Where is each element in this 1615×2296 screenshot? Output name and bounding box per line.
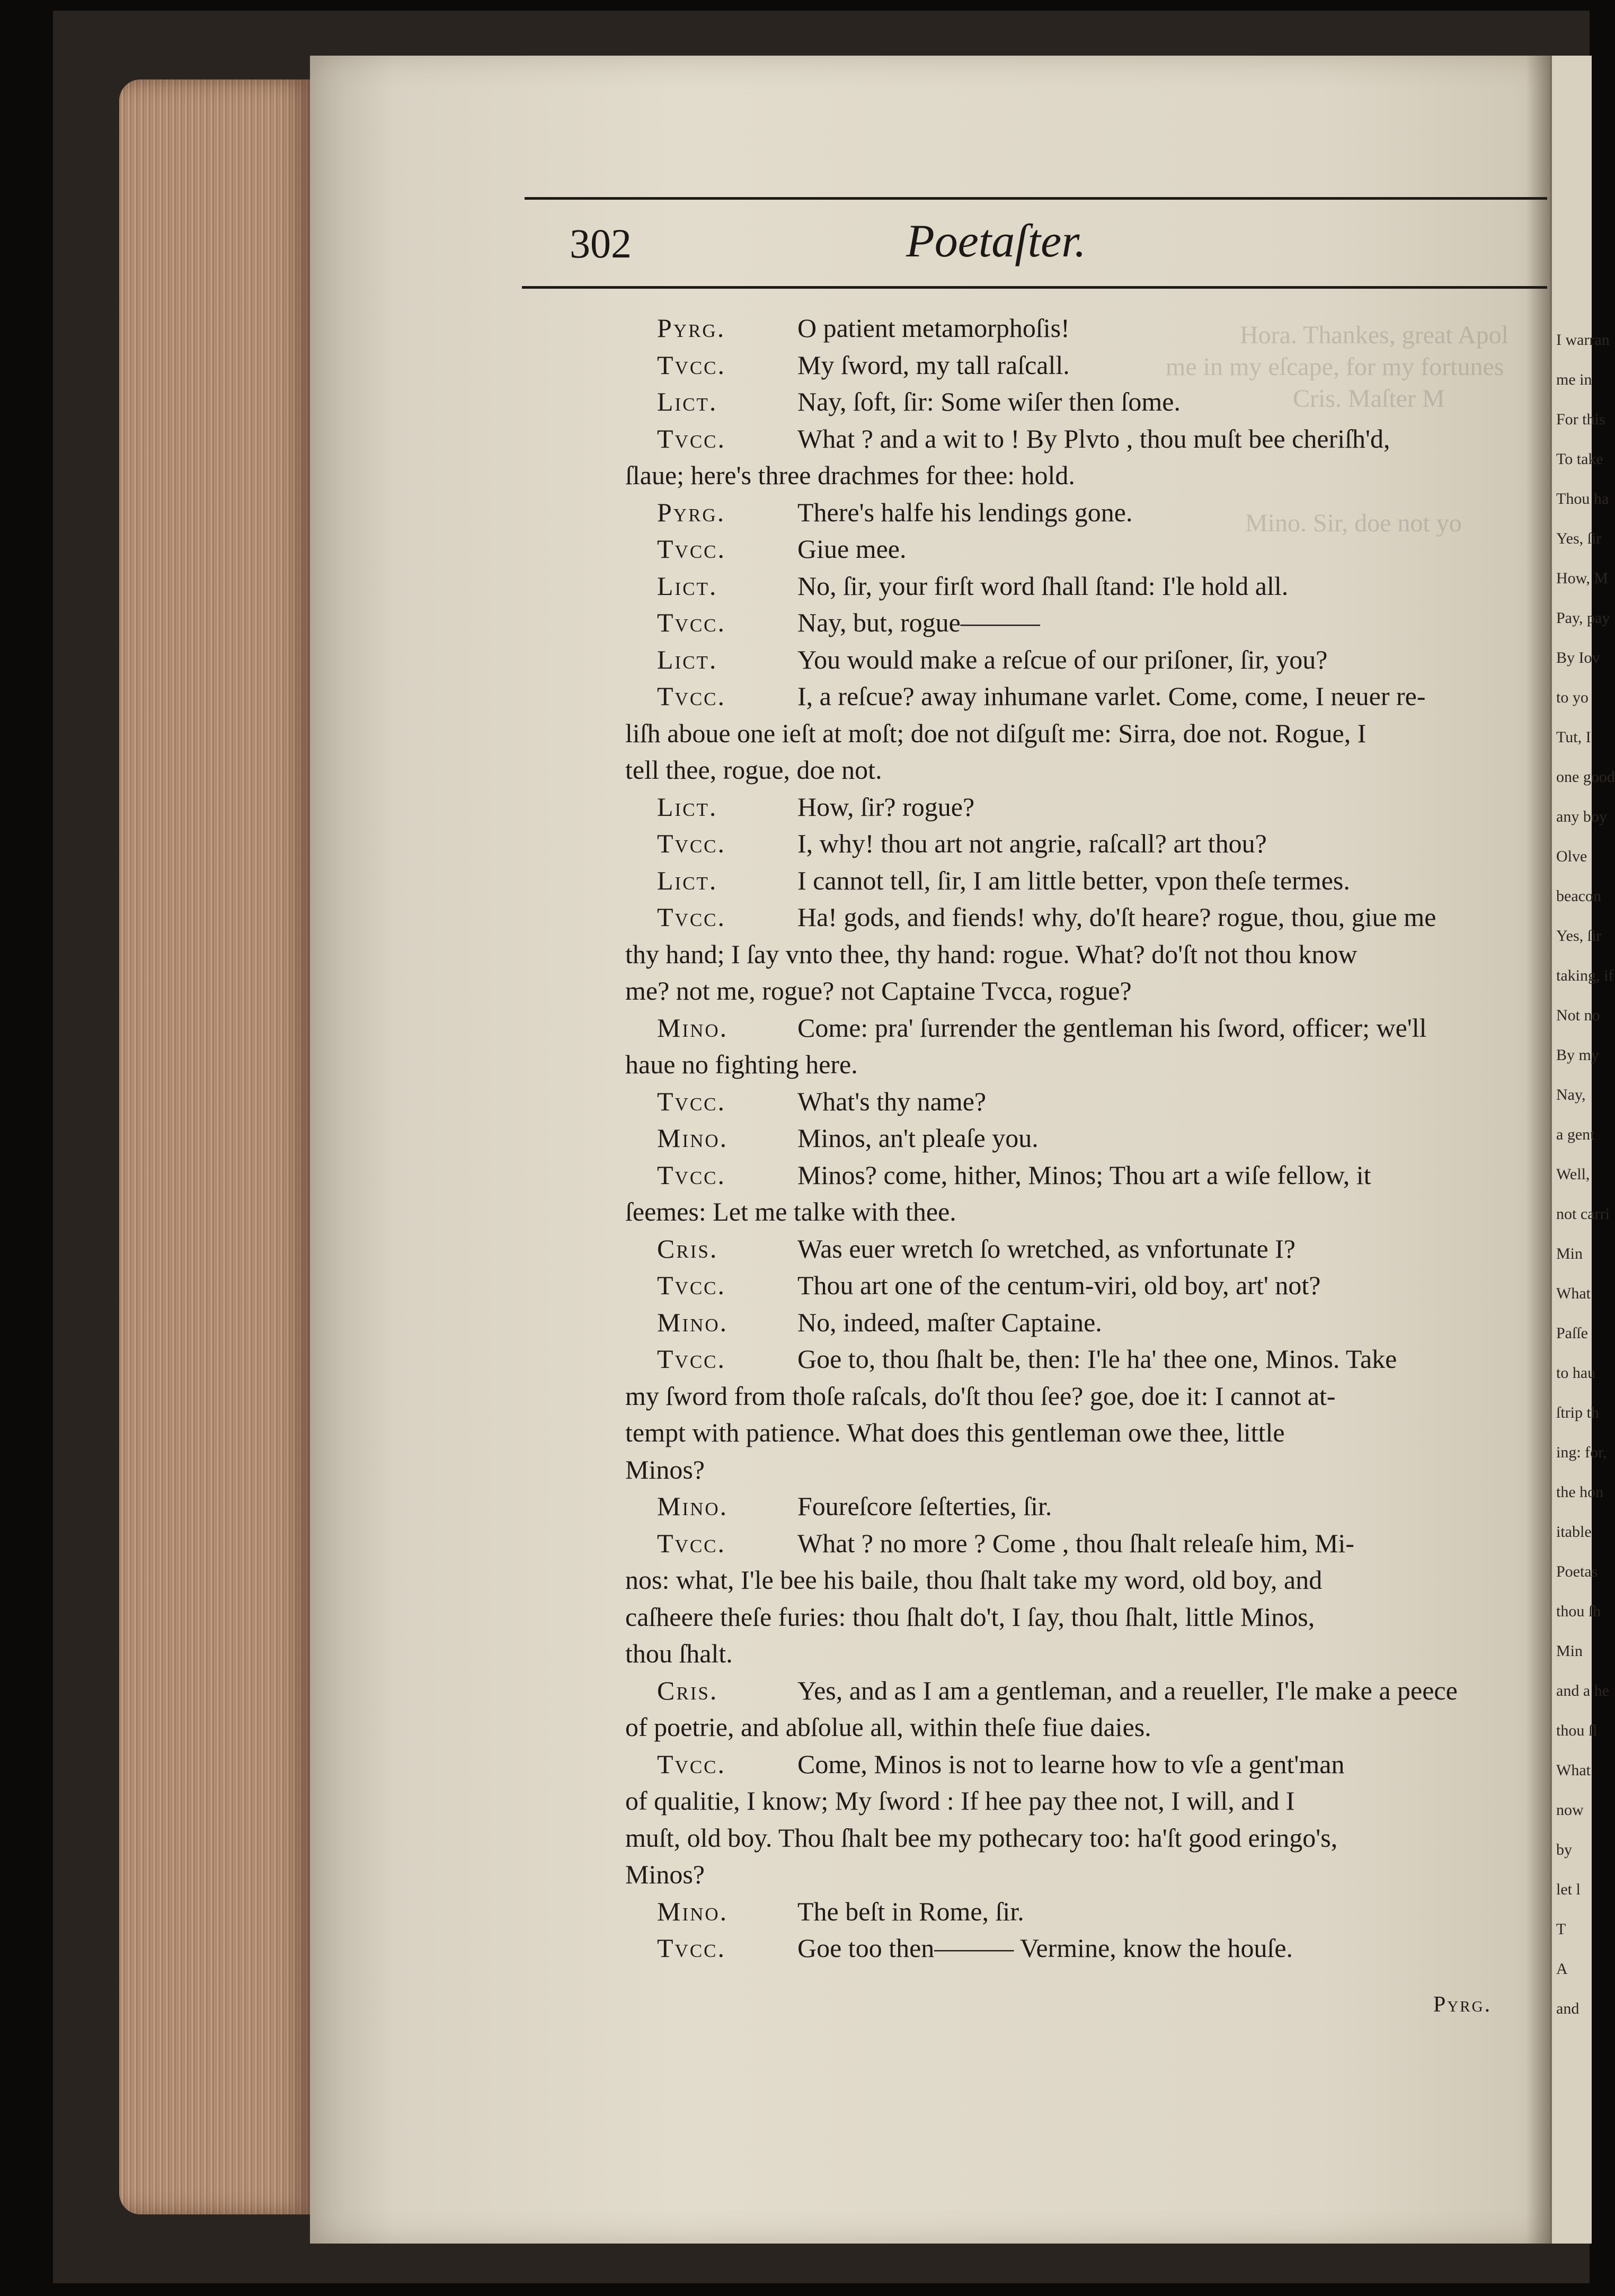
speaker-prefix: Tvcc. [657,829,726,858]
facing-page-fragment: By Iov [1556,649,1600,666]
facing-page-fragment: a gent [1556,1126,1595,1143]
speaker-prefix: Tvcc. [657,608,726,637]
speech-continuation: ſeemes: Let me talke with thee. [625,1197,956,1226]
page-edges [119,79,315,2214]
speech-continuation: of poetrie, and abſolue all, within theſe fiue daies. [625,1712,1151,1742]
facing-page-fragment: Tut, I [1556,728,1591,746]
speech-continuation: my ſword from thoſe raſcals, do'ſt thou ſee? goe, doe it: I cannot at- [625,1381,1336,1411]
speaker-prefix: Mino. [657,1013,729,1043]
speech-text: Come, Minos is not to learne how to vſe a gent'man [797,1749,1345,1779]
speaker-prefix: Tvcc. [657,1160,726,1190]
speech-continuation: tell thee, rogue, doe not. [625,755,882,785]
facing-page-fragment: What [1556,1285,1591,1302]
speaker-prefix: Tvcc. [657,424,726,453]
facing-page-fragment: thou ſh [1556,1603,1601,1620]
speaker-prefix: Tvcc. [657,1749,726,1779]
show-through-text: Cris. Maſter M [1293,385,1445,413]
speaker-prefix: Tvcc. [657,534,726,564]
catchword: Pyrg. [1433,1992,1492,2017]
speaker-prefix: Mino. [657,1491,729,1521]
speech-text: No, indeed, maſter Captaine. [797,1307,1102,1337]
facing-page-fragment: Min [1556,1245,1583,1262]
facing-page-fragment: one good [1556,768,1615,786]
facing-page-fragment: Nay, [1556,1086,1586,1103]
speech-text: No, ſir, your firſt word ſhall ſtand: I'le hold all. [797,571,1289,601]
header-rule-top [525,197,1547,200]
speech-continuation: ſlaue; here's three drachmes for thee: hold. [625,460,1075,490]
facing-page-fragment: taking, if [1556,967,1614,984]
speaker-prefix: Pyrg. [657,497,726,527]
facing-page-fragment: to yo [1556,689,1589,706]
speech-text: Minos, an't pleaſe you. [797,1123,1039,1153]
speech-continuation: haue no fighting here. [625,1049,858,1079]
speech-continuation: tempt with patience. What does this gentleman owe thee, little [625,1418,1285,1447]
speech-text: There's halfe his lendings gone. [797,497,1133,527]
facing-page-fragment: and [1556,2000,1579,2017]
facing-page-fragment: thou ſl [1556,1722,1598,1739]
facing-page-fragment: I warran [1556,331,1610,349]
facing-page-fragment: T [1556,1920,1566,1938]
facing-page-fragment: Thou ha [1556,490,1609,508]
facing-page-fragment: me in [1556,371,1592,388]
speech-text: Foureſcore ſeſterties, ſir. [797,1491,1052,1521]
speech-text: Nay, but, rogue——— [797,608,1040,637]
speech-text: What ? and a wit to ! By Plvto , thou muſt bee cheriſh'd, [797,424,1390,453]
speech-continuation: nos: what, I'le bee his baile, thou ſhalt take my word, old boy, and [625,1565,1323,1595]
show-through-text: me in my eſcape, for my fortunes [1166,353,1504,381]
speech-text: I, why! thou art not angrie, raſcall? art thou? [797,829,1267,858]
facing-page-fragment: ſtrip th [1556,1404,1599,1421]
speaker-prefix: Tvcc. [657,1933,726,1963]
speech-text: How, ſir? rogue? [797,792,975,822]
speech-text: I cannot tell, ſir, I am little better, vpon theſe termes. [797,866,1350,895]
facing-page-fragment: Well, [1556,1165,1590,1183]
facing-page-fragment: to hau [1556,1364,1596,1382]
speech-text: Ha! gods, and fiends! why, do'ſt heare? rogue, thou, giue me [797,902,1436,932]
speech-text: O patient metamorphoſis! [797,313,1070,343]
speech-text: Come: pra' ſurrender the gentleman his ſword, officer; we'll [797,1013,1427,1043]
speaker-prefix: Cris. [657,1234,718,1263]
speech-continuation: thou ſhalt. [625,1639,733,1668]
facing-page-fragment: By my [1556,1046,1599,1064]
speech-text: My ſword, my tall raſcall. [797,350,1070,380]
speech-continuation: thy hand; I ſay vnto thee, thy hand: rogue. What? do'ſt not thou know [625,939,1357,969]
speaker-prefix: Mino. [657,1123,729,1153]
facing-page-fragment: What [1556,1761,1591,1779]
facing-page-fragment: and a he [1556,1682,1609,1699]
speech-continuation: caſheere theſe furies: thou ſhalt do't, I ſay, thou ſhalt, little Minos, [625,1602,1315,1632]
facing-page-fragment: Min [1556,1642,1583,1660]
speech-text: What's thy name? [797,1087,987,1116]
facing-page-fragment: itable [1556,1523,1592,1541]
speech-text: You would make a reſcue of our priſoner, ſir, you? [797,645,1328,674]
facing-page-fragment: To take [1556,450,1603,468]
speech-text: Yes, and as I am a gentleman, and a reueller, I'le make a peece [797,1676,1458,1705]
header-rule-bottom [522,286,1547,289]
facing-page-fragment: the hon [1556,1483,1604,1501]
facing-page-edge [1550,56,1615,2244]
facing-page-fragment: not carri [1556,1205,1610,1223]
speaker-prefix: Tvcc. [657,350,726,380]
facing-page-fragment: let l [1556,1881,1581,1898]
speech-continuation: me? not me, rogue? not Captaine Tvcca, rogue? [625,976,1132,1005]
speaker-prefix: Lict. [657,866,718,895]
speech-text: Nay, ſoft, ſir: Some wiſer then ſome. [797,387,1181,416]
facing-page-fragment: A [1556,1960,1568,1978]
facing-page-fragment: Pay, pay [1556,609,1610,627]
speech-text: Goe to, thou ſhalt be, then: I'le ha' thee one, Minos. Take [797,1344,1397,1374]
speech-continuation: Minos? [625,1859,705,1889]
speech-continuation: Minos? [625,1455,705,1484]
facing-page-fragment: now [1556,1801,1584,1819]
speech-text: What ? no more ? Come , thou ſhalt releaſe him, Mi- [797,1528,1355,1558]
speech-text: I, a reſcue? away inhumane varlet. Come, come, I neuer re- [797,681,1426,711]
speaker-prefix: Tvcc. [657,1087,726,1116]
speech-text: Giue mee. [797,534,907,564]
page-number: 302 [570,220,632,266]
speaker-prefix: Lict. [657,645,718,674]
speaker-prefix: Lict. [657,792,718,822]
facing-page-fragment: Yes, ſir [1556,530,1602,547]
speaker-prefix: Mino. [657,1307,729,1337]
speech-continuation: muſt, old boy. Thou ſhalt bee my pothecary too: ha'ſt good eringo's, [625,1823,1338,1853]
facing-page-fragment: Yes, ſir [1556,927,1602,945]
facing-page-fragment: How, M [1556,569,1609,587]
running-title: Poetaſter. [906,216,1086,267]
facing-page-fragment: Not no [1556,1007,1600,1024]
facing-page-fragment: by [1556,1841,1572,1858]
speech-text: Minos? come, hither, Minos; Thou art a wiſe fellow, it [797,1160,1371,1190]
speech-text: The beſt in Rome, ſir. [797,1897,1024,1926]
facing-page-fragment: Poetas [1556,1563,1598,1580]
facing-page-fragment: Olve [1556,848,1587,865]
facing-page-fragment: beacon [1556,887,1601,905]
speaker-prefix: Lict. [657,571,718,601]
speech-text: Goe too then——— Vermine, know the houſe. [797,1933,1293,1963]
show-through-text: Mino. Sir, doe not yo [1245,509,1462,537]
speech-text: Was euer wretch ſo wretched, as vnfortunate I? [797,1234,1295,1263]
speaker-prefix: Pyrg. [657,313,726,343]
gutter-shadow [1526,56,1550,2244]
speech-continuation: liſh aboue one ieſt at moſt; doe not diſguſt me: Sirra, doe not. Rogue, I [625,718,1366,748]
facing-page-fragment: Paſſe [1556,1324,1588,1342]
show-through-text: Hora. Thankes, great Apol [1240,321,1508,349]
speaker-prefix: Tvcc. [657,681,726,711]
speaker-prefix: Tvcc. [657,1528,726,1558]
speaker-prefix: Cris. [657,1676,718,1705]
facing-page-fragment: any boy [1556,808,1607,825]
speaker-prefix: Tvcc. [657,1344,726,1374]
speaker-prefix: Tvcc. [657,1270,726,1300]
speaker-prefix: Mino. [657,1897,729,1926]
speaker-prefix: Lict. [657,387,718,416]
speech-text: Thou art one of the centum-viri, old boy, art' not? [797,1270,1321,1300]
facing-page-fragment: ing: for, [1556,1444,1607,1461]
speaker-prefix: Tvcc. [657,902,726,932]
speech-continuation: of qualitie, I know; My ſword : If hee pay thee not, I will, and I [625,1786,1295,1816]
facing-page-fragment: For this [1556,411,1605,428]
